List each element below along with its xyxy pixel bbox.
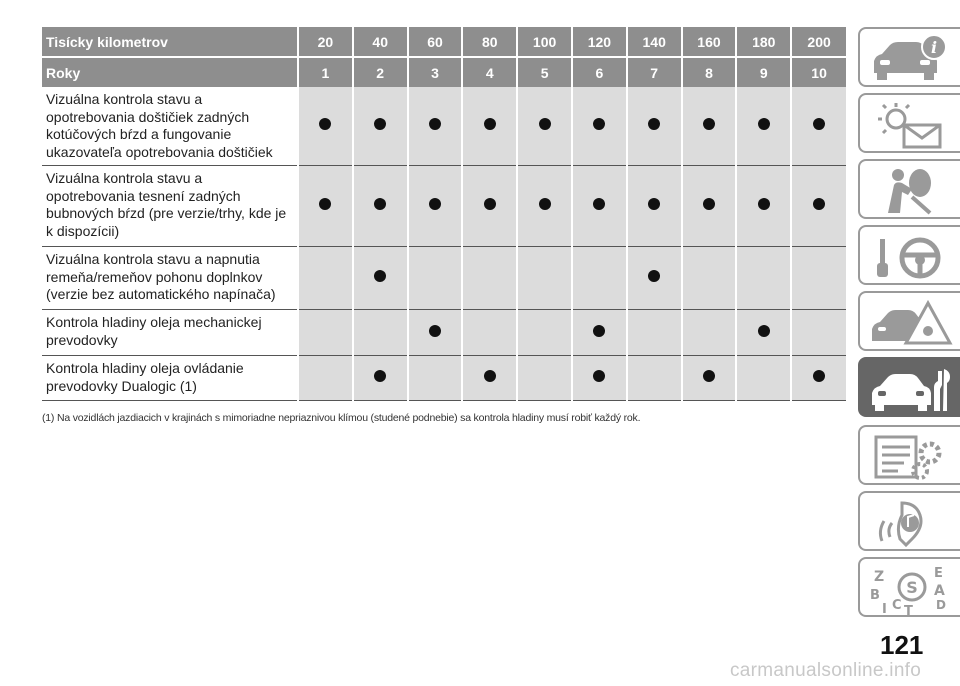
nav-tab-starting-driving[interactable] <box>858 225 960 285</box>
schedule-cell <box>353 310 408 356</box>
schedule-cell <box>627 166 682 247</box>
service-dot <box>374 270 386 282</box>
service-dot <box>539 118 551 130</box>
table-row <box>42 247 846 310</box>
service-dot <box>429 325 441 337</box>
service-dot <box>539 198 551 210</box>
year-cell: 9 <box>736 57 791 87</box>
km-cell: 80 <box>462 27 517 57</box>
schedule-cell <box>517 247 572 310</box>
km-cell: 160 <box>682 27 737 57</box>
airbag-safety-icon <box>868 165 954 217</box>
service-dot <box>758 118 770 130</box>
schedule-cell <box>462 356 517 401</box>
schedule-cell <box>791 310 846 356</box>
schedule-cell <box>572 87 627 166</box>
service-dot <box>484 198 496 210</box>
service-dot <box>813 118 825 130</box>
schedule-cell <box>572 247 627 310</box>
schedule-cell <box>353 87 408 166</box>
km-cell: 40 <box>353 27 408 57</box>
svg-text:T: T <box>904 604 913 615</box>
nav-tab-technical-data[interactable] <box>858 425 960 485</box>
schedule-cell <box>791 247 846 310</box>
schedule-cell <box>298 87 353 166</box>
svg-text:Z: Z <box>874 569 885 585</box>
schedule-cell <box>462 310 517 356</box>
service-dot <box>648 118 660 130</box>
schedule-cell <box>736 87 791 166</box>
year-cell: 2 <box>353 57 408 87</box>
maintenance-table-wrapper <box>42 27 846 401</box>
row-label: Vizuálna kontrola stavu a opotrebovania doštičiek zadných kotúčových bŕzd a fungovanie ukazovateľa opotrebovania doštičiek <box>42 87 298 166</box>
schedule-cell <box>627 87 682 166</box>
nav-tab-index[interactable] <box>858 557 960 617</box>
row-label: Kontrola hladiny oleja mechanickej prevodovky <box>42 310 298 356</box>
schedule-cell <box>682 247 737 310</box>
schedule-cell <box>408 87 463 166</box>
year-cell: 4 <box>462 57 517 87</box>
svg-text:E: E <box>934 566 943 581</box>
footnote: (1) Na vozidlách jazdiacich v krajinách s mimoriadne nepriaznivou klímou (studené podnebie) sa kontrola hladiny musí robiť každý rok. <box>42 412 641 424</box>
service-dot <box>374 118 386 130</box>
steering-wheel-icon <box>868 231 954 283</box>
row-label: Vizuálna kontrola stavu a napnutia remeňa/remeňov pohonu doplnkov (verzie bez automatického napínača) <box>42 247 298 310</box>
schedule-cell <box>572 310 627 356</box>
schedule-cell <box>682 87 737 166</box>
svg-text:D: D <box>936 598 946 612</box>
schedule-cell <box>791 87 846 166</box>
schedule-cell <box>298 247 353 310</box>
table-row <box>42 356 846 401</box>
row-label: Kontrola hladiny oleja ovládanie prevodovky Dualogic (1) <box>42 356 298 401</box>
year-cell: 1 <box>298 57 353 87</box>
svg-text:i: i <box>930 38 938 57</box>
schedule-cell <box>462 247 517 310</box>
schedule-cell <box>353 166 408 247</box>
km-cell: 120 <box>572 27 627 57</box>
schedule-cell <box>517 356 572 401</box>
schedule-cell <box>408 356 463 401</box>
schedule-cell <box>353 356 408 401</box>
schedule-cell <box>682 356 737 401</box>
service-dot <box>429 198 441 210</box>
service-dot <box>484 370 496 382</box>
service-dot <box>703 370 715 382</box>
schedule-cell <box>408 310 463 356</box>
table-row <box>42 87 846 166</box>
year-cell: 3 <box>408 57 463 87</box>
service-dot <box>593 370 605 382</box>
row-label: Vizuálna kontrola stavu a opotrebovania tesnení zadných bubnových bŕzd (pre verzie/trhy, kde je k dispozícii) <box>42 166 298 247</box>
warning-lights-icon <box>868 99 954 151</box>
service-dot <box>593 118 605 130</box>
car-info-icon <box>868 33 954 85</box>
index-icon <box>868 563 954 615</box>
year-cell: 10 <box>791 57 846 87</box>
km-cell: 20 <box>298 27 353 57</box>
service-dot <box>319 198 331 210</box>
maintenance-schedule-table <box>42 27 846 401</box>
car-maintenance-icon <box>868 363 954 415</box>
schedule-cell <box>517 166 572 247</box>
service-dot <box>813 198 825 210</box>
schedule-cell <box>791 356 846 401</box>
service-dot <box>758 198 770 210</box>
service-dot <box>484 118 496 130</box>
year-cell: 8 <box>682 57 737 87</box>
page-number: 121 <box>880 630 924 660</box>
year-cell: 6 <box>572 57 627 87</box>
nav-tab-car-info[interactable] <box>858 27 960 87</box>
schedule-cell <box>572 166 627 247</box>
technical-data-icon <box>868 431 954 483</box>
table-body <box>42 87 846 401</box>
table-row <box>42 310 846 356</box>
service-dot <box>648 198 660 210</box>
km-cell: 140 <box>627 27 682 57</box>
km-cell: 60 <box>408 27 463 57</box>
watermark: carmanualsonline.info <box>730 660 922 681</box>
svg-text:S: S <box>906 578 918 597</box>
nav-tab-multimedia[interactable] <box>858 491 960 551</box>
emergency-icon <box>868 297 954 349</box>
service-dot <box>374 198 386 210</box>
schedule-cell <box>462 87 517 166</box>
service-dot <box>374 370 386 382</box>
service-dot <box>593 325 605 337</box>
service-dot <box>758 325 770 337</box>
schedule-cell <box>298 166 353 247</box>
header-years-label: Roky <box>42 57 298 87</box>
schedule-cell <box>298 356 353 401</box>
schedule-cell <box>517 87 572 166</box>
svg-text:B: B <box>870 588 880 603</box>
year-cell: 5 <box>517 57 572 87</box>
schedule-cell <box>298 310 353 356</box>
svg-text:A: A <box>934 583 945 599</box>
service-dot <box>703 198 715 210</box>
header-km-label: Tisícky kilometrov <box>42 27 298 57</box>
schedule-cell <box>462 166 517 247</box>
service-dot <box>593 198 605 210</box>
schedule-cell <box>572 356 627 401</box>
schedule-cell <box>682 310 737 356</box>
header-row-km <box>42 27 846 57</box>
service-dot <box>703 118 715 130</box>
schedule-cell <box>791 166 846 247</box>
service-dot <box>429 118 441 130</box>
svg-text:I: I <box>882 602 887 615</box>
schedule-cell <box>736 247 791 310</box>
schedule-cell <box>517 310 572 356</box>
schedule-cell <box>408 166 463 247</box>
multimedia-icon <box>868 497 954 549</box>
km-cell: 200 <box>791 27 846 57</box>
km-cell: 180 <box>736 27 791 57</box>
schedule-cell <box>627 310 682 356</box>
service-dot <box>813 370 825 382</box>
schedule-cell <box>408 247 463 310</box>
year-cell: 7 <box>627 57 682 87</box>
nav-tab-maintenance[interactable] <box>858 357 960 417</box>
table-row <box>42 166 846 247</box>
schedule-cell <box>736 310 791 356</box>
schedule-cell <box>353 247 408 310</box>
service-dot <box>648 270 660 282</box>
schedule-cell <box>736 356 791 401</box>
schedule-cell <box>736 166 791 247</box>
schedule-cell <box>627 247 682 310</box>
service-dot <box>319 118 331 130</box>
km-cell: 100 <box>517 27 572 57</box>
nav-tab-emergency[interactable] <box>858 291 960 351</box>
nav-tab-warning-lights[interactable] <box>858 93 960 153</box>
nav-tab-safety[interactable] <box>858 159 960 219</box>
svg-text:C: C <box>892 598 902 613</box>
schedule-cell <box>627 356 682 401</box>
header-row-years <box>42 57 846 87</box>
schedule-cell <box>682 166 737 247</box>
